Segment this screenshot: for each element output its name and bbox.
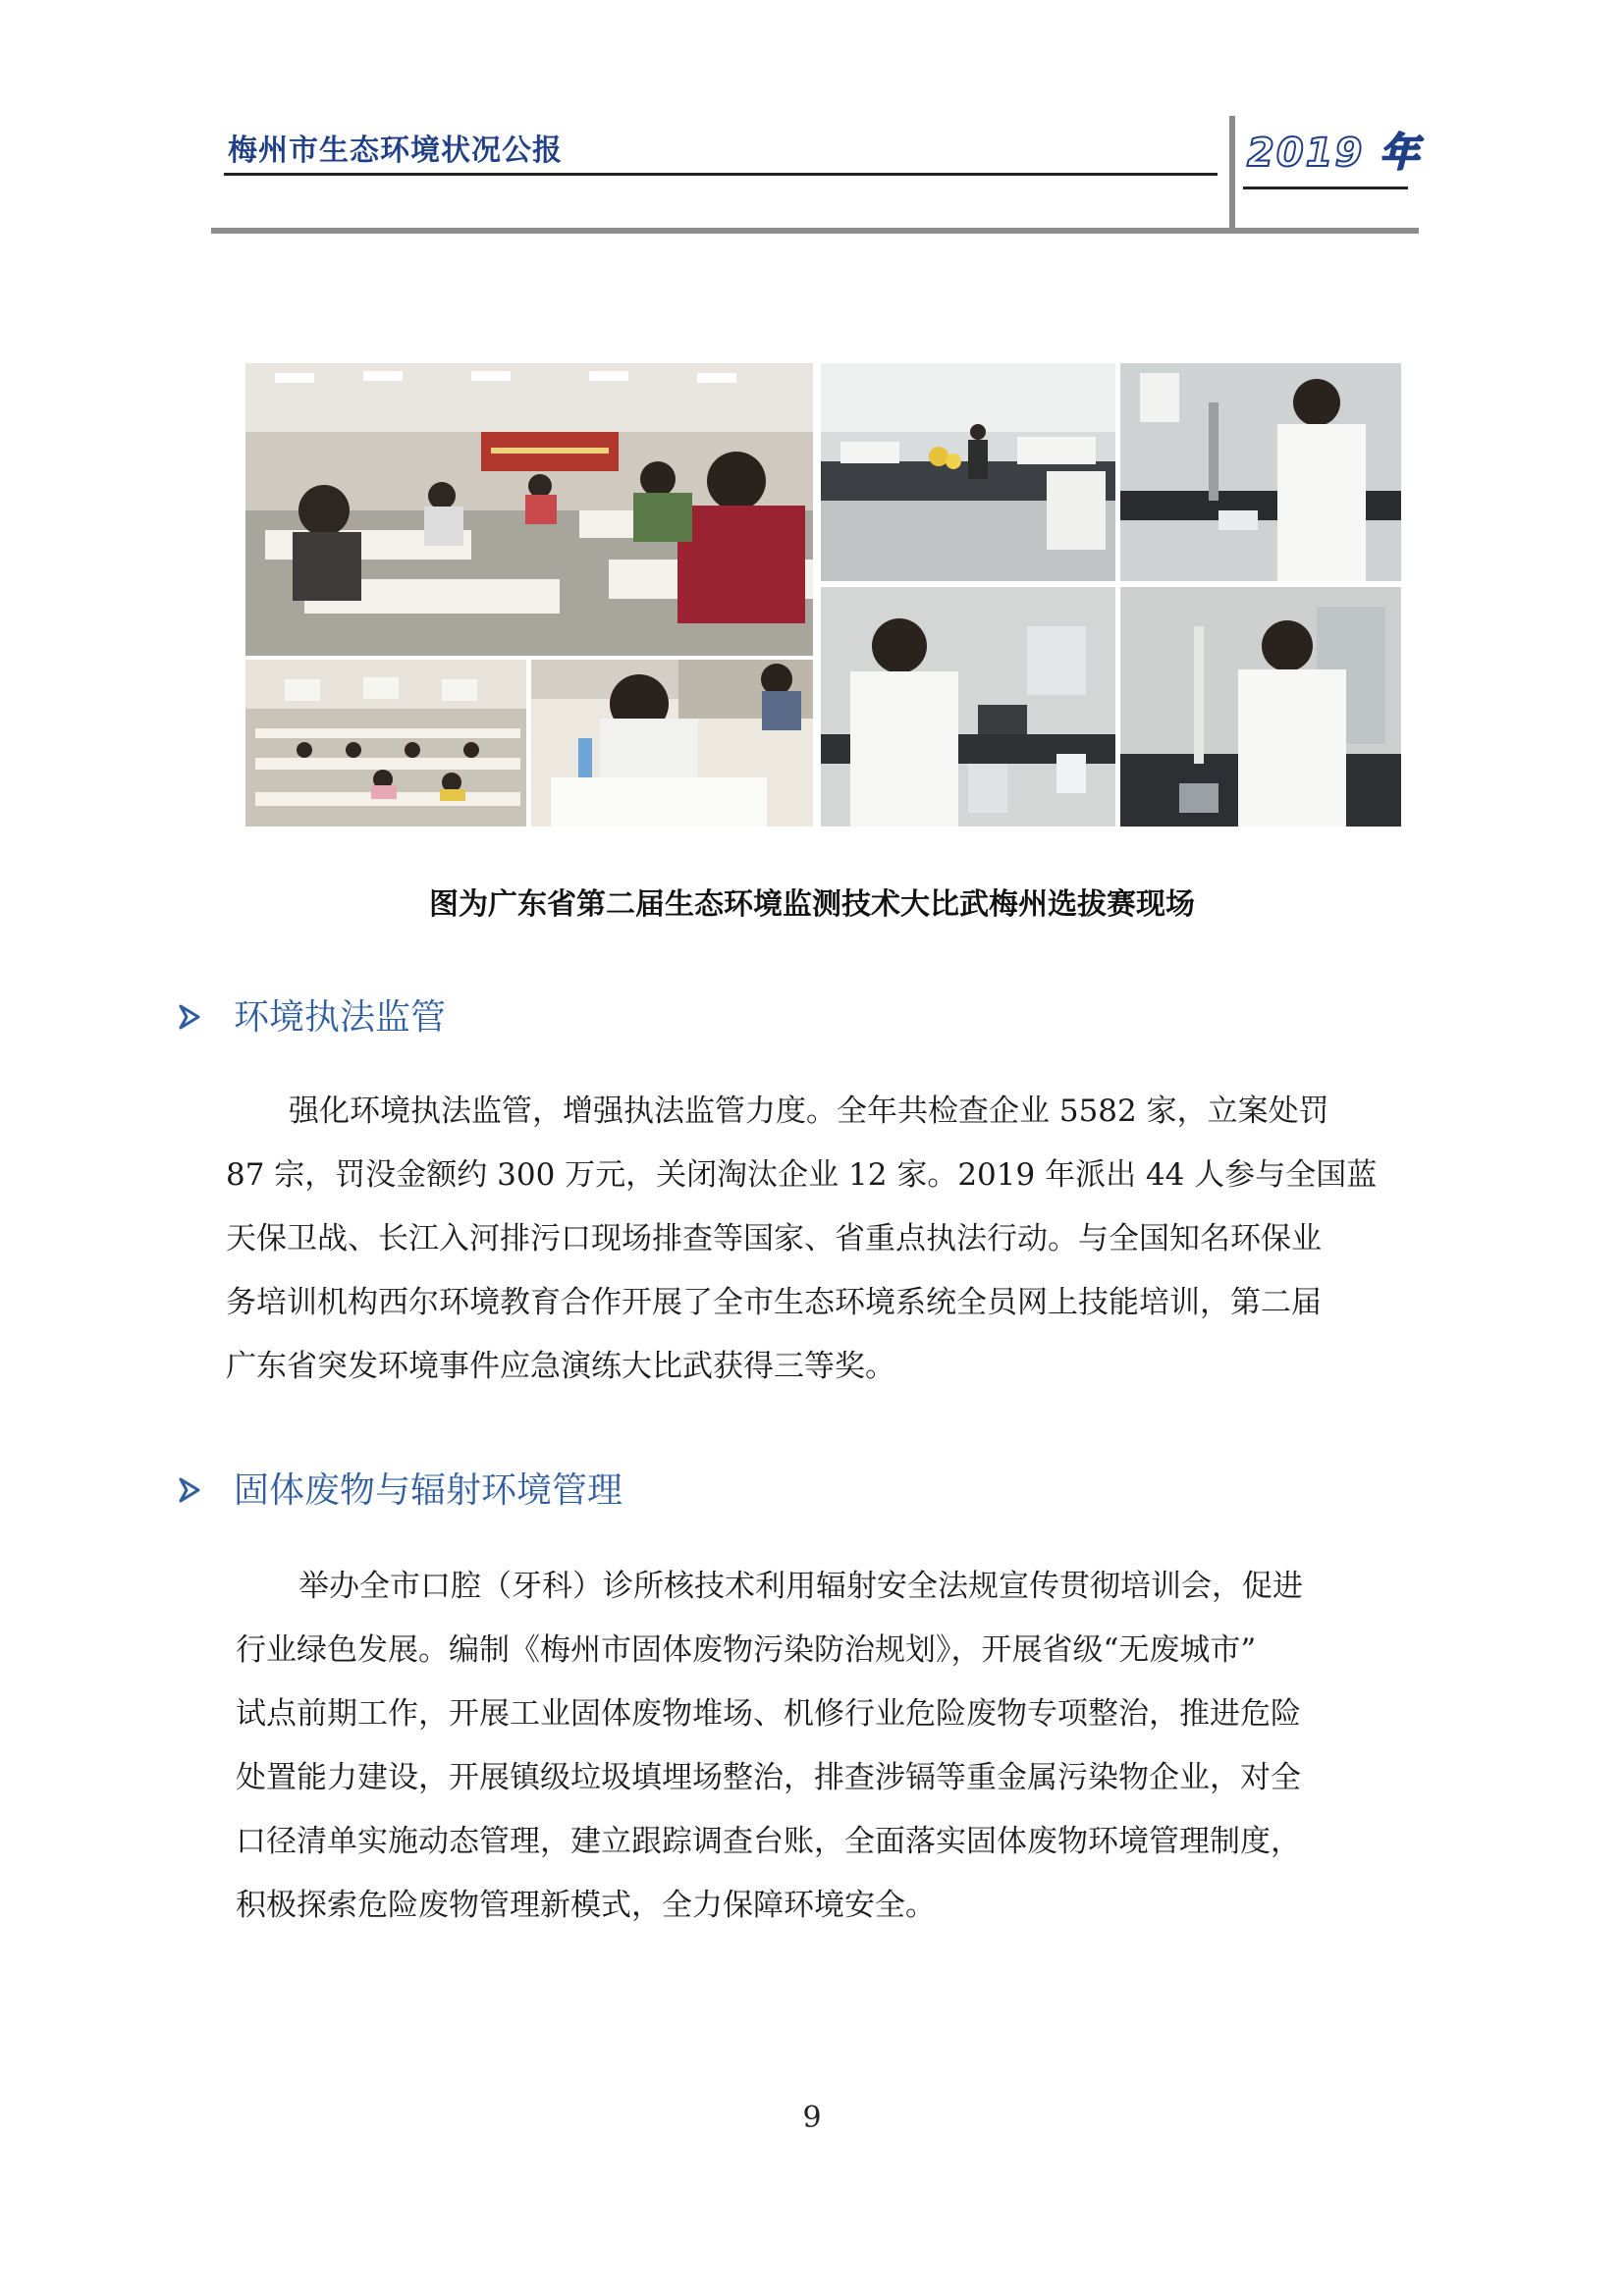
photo-exam-hall-wide: [245, 363, 813, 656]
header-rule: [224, 173, 1218, 176]
paragraph-line: 广东省突发环境事件应急演练大比武获得三等奖。: [226, 1349, 895, 1384]
header-bottom-rule: [211, 228, 1419, 234]
photo-lab-pipette: [1120, 587, 1401, 827]
header-divider: [1229, 116, 1235, 230]
arrow-bullet-icon: [175, 1473, 204, 1503]
arrow-bullet-icon: [175, 1000, 204, 1030]
section-heading-enforcement: [175, 989, 446, 1040]
section-heading-text: 固体废物与辐射环境管理: [234, 1470, 623, 1511]
report-year: 2019 年: [1247, 131, 1422, 176]
paragraph-line: 行业绿色发展。编制《梅州市固体废物污染防治规划》，开展省级“无废城市”: [236, 1632, 1257, 1668]
photo-exam-hall-rows: [245, 660, 526, 827]
photo-lab-technician-female: [821, 587, 1115, 827]
paragraph-line: 务培训机构西尔环境教育合作开展了全市生态环境系统全员网上技能培训，第二届: [226, 1285, 1322, 1320]
report-title: 梅州市生态环境状况公报: [228, 133, 563, 168]
photo-lab-room: [821, 363, 1115, 581]
section-heading-text: 环境执法监管: [234, 997, 447, 1038]
paragraph-line: 积极探索危险废物管理新模式，全力保障环境安全。: [236, 1888, 936, 1923]
section-heading-solid-waste: [175, 1463, 623, 1513]
paragraph-line: 试点前期工作，开展工业固体废物堆场、机修行业危险废物专项整治，推进危险: [236, 1696, 1301, 1732]
paragraph-line: 天保卫战、长江入河排污口现场排查等国家、省重点执法行动。与全国知名环保业: [226, 1221, 1322, 1256]
paragraph-enforcement: [226, 1080, 1404, 1399]
figure-caption: 图为广东省第二届生态环境监测技术大比武梅州选拔赛现场: [429, 887, 1195, 922]
year-underline: [1243, 187, 1408, 189]
paragraph-line: 87 宗，罚没金额约 300 万元，关闭淘汰企业 12 家。2019 年派出 44 人参与全国蓝: [226, 1157, 1378, 1193]
paragraph-solid-waste: [236, 1555, 1394, 1938]
paragraph-line: 口径清单实施动态管理，建立跟踪调查台账，全面落实固体废物环境管理制度，: [236, 1824, 1301, 1859]
paragraph-line: 强化环境执法监管，增强执法监管力度。全年共检查企业 5582 家，立案处罚: [289, 1094, 1329, 1129]
paragraph-line: 处置能力建设，开展镇级垃圾填埋场整治，排查涉镉等重金属污染物企业，对全: [236, 1760, 1301, 1795]
photo-exam-writing-student: [531, 660, 813, 827]
photo-lab-technician-male: [1120, 363, 1401, 581]
page-number: 9: [802, 2101, 822, 2135]
paragraph-line: 举办全市口腔（牙科）诊所核技术利用辐射安全法规宣传贯彻培训会，促进: [298, 1569, 1303, 1604]
